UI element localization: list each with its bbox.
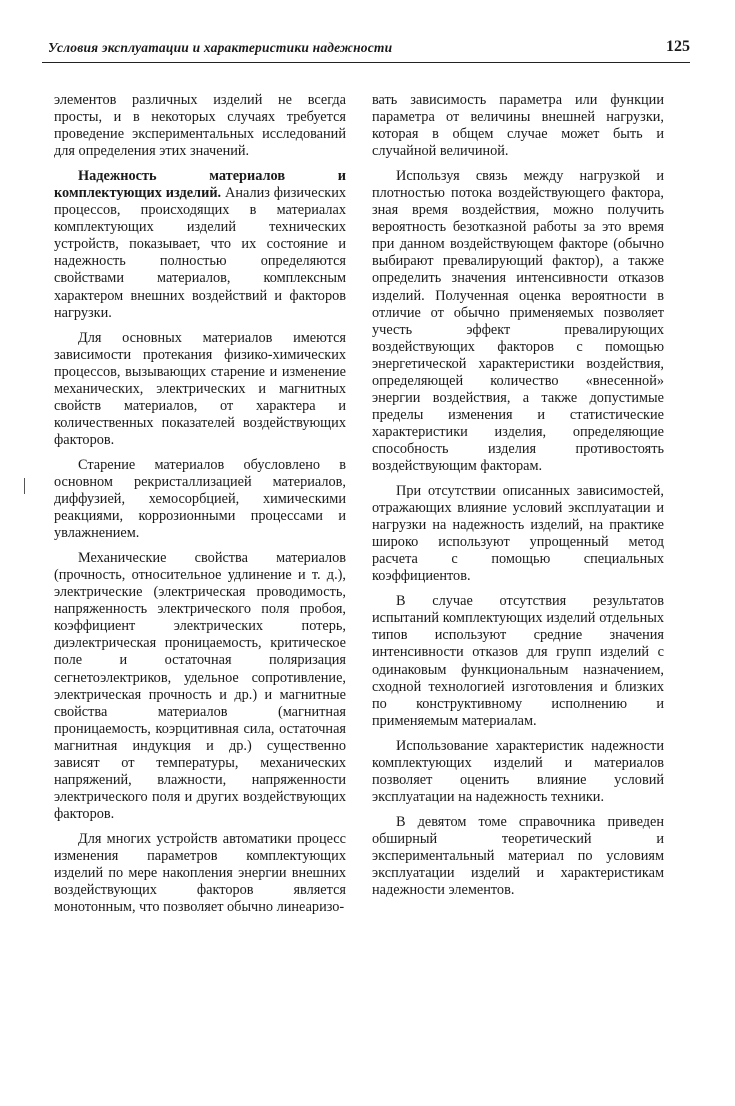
right-paragraph-2: Используя связь между нагрузкой и плотностью потока воздействующего фактора, зная время воздействия, можно получить вероятность безотказной работы за это время при данном воздействующем факторе (обычно выбирают превалирующий фактор), а также определить значения интенсивности отказов изделий. Полученная оценка вероятности в отличие от обычно применяемых позволяет учесть эффект превалирующих воздействующих факторов с помощью энергетической характеристики воздействия, определяющей количество «внесенной» энергии воздействия, а также допустимые пределы изменения и статистические характеристики изделия, определяющие способность изделия противостоять воздействующим факторам. [372, 168, 664, 474]
page-number: 125 [666, 38, 690, 55]
left-paragraph-2 [54, 168, 346, 321]
running-header [42, 38, 690, 63]
right-paragraph-5: Использование характеристик надежности комплектующих изделий и материалов позволяет оценить влияние условий эксплуатации на надежность техники. [372, 737, 664, 805]
right-paragraph-6: В девятом томе справочника приведен обширный теоретический и экспериментальный материал по условиям эксплуатации изделий и характеристикам надежности элементов. [372, 813, 664, 899]
left-paragraph-1: элементов различных изделий не всегда просты, и в некоторых случаях требуется проведение экспериментальных исследований для определения этих значений. [54, 92, 346, 160]
left-paragraph-3: Для основных материалов имеются зависимости протекания физико-химических процессов, вызывающих старение и изменение механических, электрических и магнитных свойств материалов, от характера и количественных показателей воздействующих факторов. [54, 329, 346, 448]
left-column [54, 92, 346, 916]
section-run-in-heading: Надежность материалов и комплектующих изделий. [54, 168, 346, 202]
left-paragraph-6: Для многих устройств автоматики процесс изменения параметров комплектующих изделий по мере накопления энергии внешних воздействующих факторов является монотонным, что позволяет обычно линеаризо- [54, 830, 346, 916]
right-paragraph-4: В случае отсутствия результатов испытаний комплектующих изделий отдельных типов используют средние значения интенсивности отказов для групп изделий с одинаковым функциональным назначением, сходной технологией изготовления и близких по конструктивному исполнению и применяемым материалам. [372, 593, 664, 729]
left-paragraph-5: Механические свойства материалов (прочность, относительное удлинение и т. д.), электрические (электрическая проводимость, напряженность электрического поля пробоя, коэффициент электрических потерь, диэлектрическая проницаемость, критическое поле и остаточная поляризация сегнетоэлектриков, удельное сопротивление, электрическая прочность и др.) и магнитные свойства материалов (магнитная проницаемость, коэрцитивная сила, остаточная магнитная индукция и др.) существенно зависят от температуры, механических напряжений, влажности, напряженности электрического поля и других воздействующих факторов. [54, 550, 346, 822]
left-paragraph-4: Старение материалов обусловлено в основном рекристаллизацией материалов, диффузией, хемосорбцией, химическими реакциями, коррозионными процессами и увлажнением. [54, 456, 346, 542]
right-paragraph-3: При отсутствии описанных зависимостей, отражающих влияние условий эксплуатации и нагрузки на надежность изделий, на практике широко используют упрощенный метод расчета с помощью специальных коэффициентов. [372, 483, 664, 585]
margin-mark [24, 478, 25, 494]
right-column [372, 92, 664, 899]
running-title: Условия эксплуатации и характеристики надежности [48, 40, 393, 55]
section-body-text: Анализ физических процессов, происходящих в материалах комплектующих изделий технических устройств, показывает, что их состояние и надежность полностью определяются свойствами материалов, комплексным характером внешних воздействий и факторов нагрузки. [54, 185, 346, 321]
right-paragraph-1: вать зависимость параметра или функции параметра от величины внешней нагрузки, которая в общем случае может быть и случайной величиной. [372, 92, 664, 160]
